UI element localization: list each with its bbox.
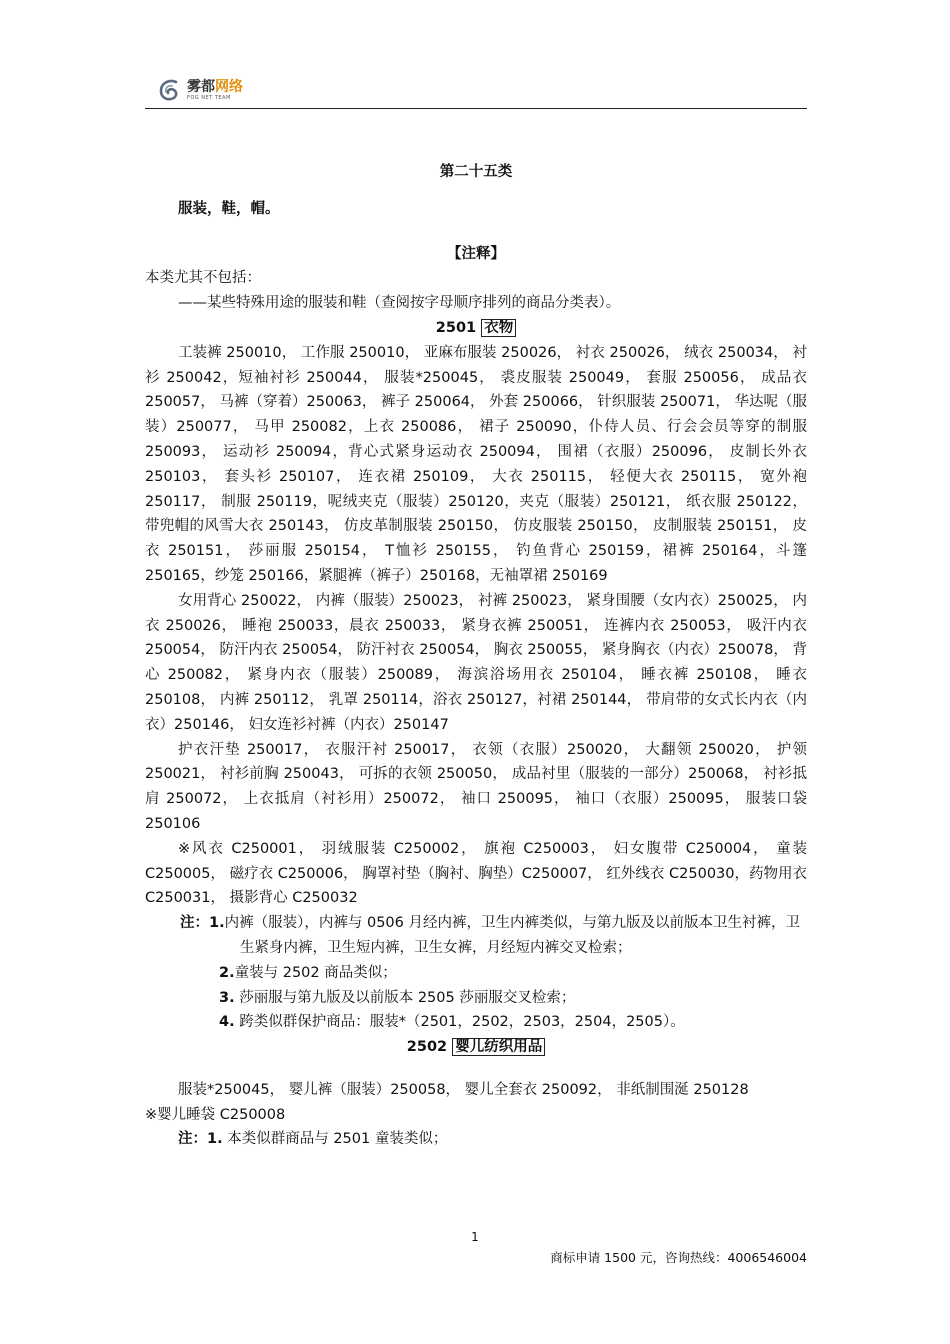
group-2502-note-1 [145, 1127, 807, 1152]
annotation-heading: 【注释】 [447, 245, 505, 262]
note-label: 注： [178, 1131, 207, 1148]
group-2501-paragraph-4: ※风衣 C250001， 羽绒服装 C250002， 旗袍 C250003， 妇女腹带 C250004， 童装 C250005， 磁疗衣 C250006， 胸罩衬垫（胸衬、胸垫）C250007， 红外线衣 C250030，药物用衣 C250031， 摄影背心 C250032 [145, 840, 807, 907]
document-body [145, 160, 807, 1152]
group-name: 衣物 [481, 319, 516, 337]
group-2501-paragraph-1: 工装裤 250010， 工作服 250010， 亚麻布服装 250026， 衬衣 250026， 绒衣 250034， 衬衫 250042，短袖衬衫 250044， 服装*250045， 裘皮服装 250049， 套服 250056， 成品衣 250057， 马裤（穿着）250063， 裤子 250064， 外套 250066， 针织服装 250071， 华达呢（服装）250077， 马甲 250082，上衣 250086， 裙子 250090，仆侍人员、行会会员等穿的制服 250093， 运动衫 250094，背心式紧身运动衣 250094， 围裙（衣服）250096， 皮制长外衣 250103， 套头衫 250107， 连衣裙 250109， 大衣 250115， 轻便大衣 250115， 宽外袍 250117， 制服 250119，呢绒夹克（服装）250120，夹克（服装）250121， 纸衣服 250122， 带兜帽的风雪大衣 250143， 仿皮革制服装 250150， 仿皮服装 250150， 皮制服装 250151， 皮衣 250151， 莎丽服 250154， T恤衫 250155， 钓鱼背心 250159，裙裤 250164，斗篷 250165，纱笼 250166，紧腿裤（裤子）250168，无袖罩裙 250169 [145, 344, 807, 584]
note-text: 童装与 2502 商品类似； [234, 964, 397, 981]
note-text: 莎丽服与第九版及以前版本 2505 莎丽服交叉检索； [234, 989, 576, 1006]
annotation-item: ——某些特殊用途的服装和鞋（查阅按字母顺序排列的商品分类表）。 [178, 295, 621, 312]
logo-swirl-icon [159, 78, 181, 102]
note-number: 3. [219, 989, 235, 1006]
group-2502-heading [145, 1035, 807, 1060]
logo-subtitle: FOG NET TEAM [187, 94, 231, 101]
logo-text [187, 80, 243, 101]
group-name: 婴儿纺织用品 [452, 1038, 545, 1056]
header-rule [145, 108, 807, 109]
annotation-intro: 本类尤其不包括： [145, 270, 261, 287]
page-header [145, 70, 807, 108]
spacer [145, 1060, 807, 1078]
group-2501-paragraph-2: 女用背心 250022， 内裤（服装）250023， 衬裤 250023， 紧身围腰（女内衣）250025， 内衣 250026， 睡袍 250033，晨衣 250033， 紧身衣裤 250051， 连裤内衣 250053， 吸汗内衣 250054， 防汗内衣 250054， 防汗衬衣 250054， 胸衣 250055， 紧身胸衣（内衣）250078， 背心 250082， 紧身内衣（服装）250089， 海滨浴场用衣 250104， 睡衣裤 250108， 睡衣 250108， 内裤 250112， 乳罩 250114，浴衣 250127，衬裙 250144， 带肩带的女式长内衣（内衣）250146， 妇女连衫衬裤（内衣）250147 [145, 592, 807, 733]
note-3 [145, 986, 807, 1011]
note-2 [145, 961, 807, 986]
note-number: 1. [207, 1131, 223, 1148]
class-subtitle: 服装，鞋，帽。 [178, 200, 280, 217]
page-number: 1 [471, 1230, 479, 1244]
group-code: 2502 [406, 1039, 448, 1056]
note-number: 4. [219, 1014, 235, 1031]
class-title: 第二十五类 [439, 164, 513, 180]
group-code: 2501 [435, 319, 477, 336]
note-text: 跨类似群保护商品：服装*（2501，2502，2503，2504，2505）。 [234, 1014, 685, 1031]
note-number: 2. [219, 964, 235, 981]
note-1 [145, 911, 807, 961]
note-text: 本类似群商品与 2501 童装类似； [222, 1131, 448, 1148]
note-text: 内裤（服装），内裤与 0506 月经内裤，卫生内裤类似，与第九版及以前版本卫生衬裤，卫生紧身内裤，卫生短内裤，卫生女裤，月经短内裤交叉检索； [224, 915, 800, 956]
group-2501-paragraph-3: 护衣汗垫 250017， 衣服汗衬 250017， 衣领（衣服）250020， 大翻领 250020， 护领 250021， 衬衫前胸 250043， 可拆的衣领 250050， 成品衬里（服装的一部分）250068， 衬衫抵肩 250072， 上衣抵肩（衬衫用）250072， 袖口 250095， 袖口（衣服）250095， 服装口袋 250106 [145, 741, 807, 832]
footer-ad: 商标申请 1500 元，咨询热线：4006546004 [550, 1250, 807, 1265]
logo-title: 雾都网络 [187, 78, 243, 95]
note-label: 注： [180, 915, 209, 932]
group-2502-paragraph-2: ※婴儿睡袋 C250008 [145, 1106, 286, 1123]
group-2502-paragraph-1: 服装*250045， 婴儿裤（服装）250058， 婴儿全套衣 250092， 非纸制围涎 250128 [178, 1081, 749, 1098]
group-2501-heading [145, 316, 807, 341]
note-number: 1. [209, 915, 225, 932]
note-4 [145, 1010, 807, 1035]
spacer [145, 222, 807, 242]
spacer [145, 185, 807, 197]
logo [159, 76, 243, 104]
